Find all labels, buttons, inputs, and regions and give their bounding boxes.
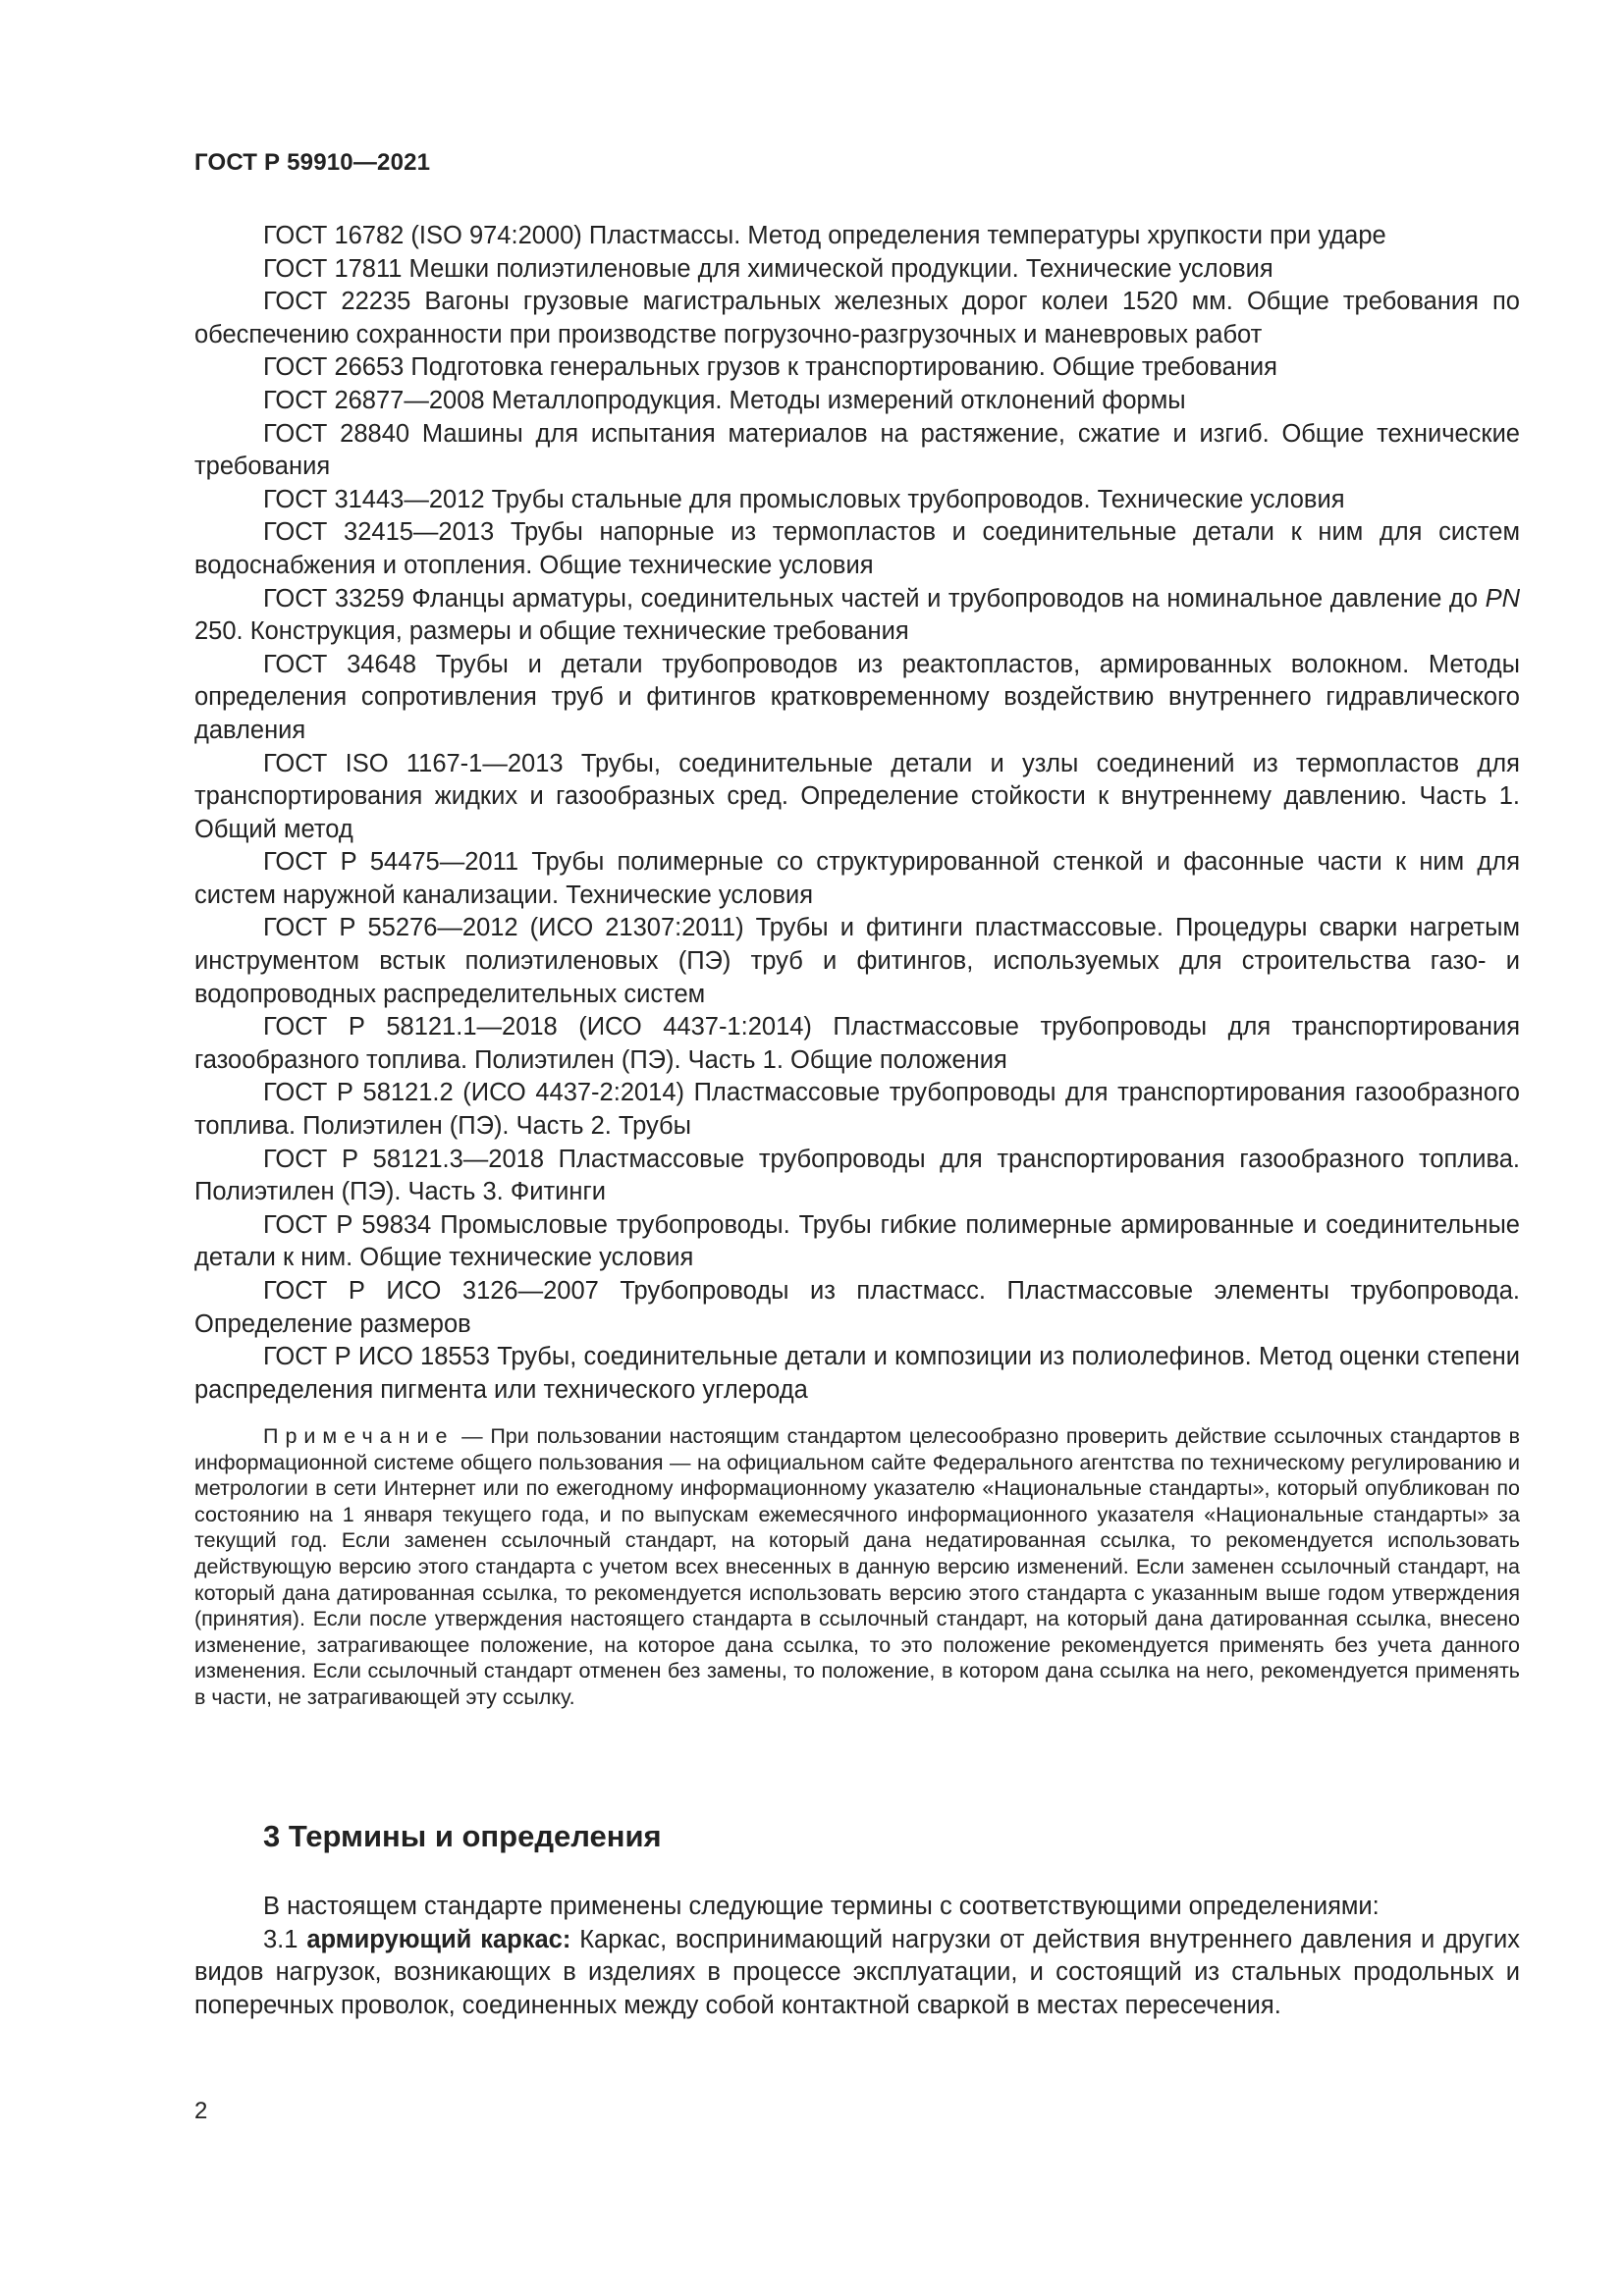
reference-item: ГОСТ 17811 Мешки полиэтиленовые для химической продукции. Технические условия [263, 254, 1273, 283]
reference-item: ГОСТ Р 58121.3—2018 Пластмассовые трубопроводы для транспортирования газообразного топлива. Полиэтилен (ПЭ). Часть 3. Фитинги [194, 1145, 1520, 1206]
term-name: армирующий каркас: [306, 1925, 571, 1953]
reference-item: ГОСТ Р 58121.1—2018 (ИСО 4437-1:2014) Пластмассовые трубопроводы для транспортирования газообразного топлива. Полиэтилен (ПЭ). Часть 1. Общие положения [194, 1013, 1520, 1074]
reference-item: ГОСТ Р 55276—2012 (ИСО 21307:2011) Трубы и фитинги пластмассовые. Процедуры сварки нагретым инструментом встык полиэтиленовых (ПЭ) труб и фитингов, используемых для строительства газо- и водопроводных распределительных систем [194, 914, 1520, 1008]
reference-item: ГОСТ 16782 (ISO 974:2000) Пластмассы. Метод определения температуры хрупкости при ударе [263, 222, 1386, 249]
section-heading: 3 Термины и определения [263, 1819, 662, 1853]
standard-code-header: ГОСТ Р 59910—2021 [194, 149, 431, 176]
reference-item: ГОСТ Р 58121.2 (ИСО 4437-2:2014) Пластмассовые трубопроводы для транспортирования газообразного топлива. Полиэтилен (ПЭ). Часть 2. Трубы [194, 1079, 1520, 1141]
section-body [194, 1891, 1520, 2022]
term-definition-text: Каркас, воспринимающий нагрузки от действия внутреннего давления и других видов нагрузок, возникающих в изделиях в процессе эксплуатации, и состоящий из стальных продольных и поперечных проволок, соединенных между собой контактной сваркой в местах пересечения. [194, 1925, 1520, 2019]
reference-item: ГОСТ 33259 Фланцы арматуры, соединительных частей и трубопроводов на номинальное давление до PN 250. Конструкция, размеры и общие технические требования [194, 584, 1520, 646]
reference-item: ГОСТ 31443—2012 Трубы стальные для промысловых трубопроводов. Технические условия [263, 485, 1345, 513]
reference-item: ГОСТ Р ИСО 18553 Трубы, соединительные детали и композиции из полиолефинов. Метод оценки степени распределения пигмента или технического углерода [194, 1343, 1520, 1404]
reference-item: ГОСТ 26877—2008 Металлопродукция. Методы измерений отклонений формы [263, 386, 1186, 414]
reference-item: ГОСТ 34648 Трубы и детали трубопроводов из реактопластов, армированных волокном. Методы определения сопротивления труб и фитингов кратковременному воздействию внутреннего гидравлического давления [194, 650, 1520, 744]
reference-item: ГОСТ Р 54475—2011 Трубы полимерные со структурированной стенкой и фасонные части к ним для систем наружной канализации. Технические условия [194, 848, 1520, 909]
term-number: 3.1 [263, 1925, 307, 1953]
reference-item: ГОСТ Р ИСО 3126—2007 Трубопроводы из пластмасс. Пластмассовые элементы трубопровода. Определение размеров [194, 1277, 1520, 1338]
note-text: — При пользовании настоящим стандартом целесообразно проверить действие ссылочных стандартов в информационной системе общего пользования — на официальном сайте Федерального агентства по техническому регулированию и метрологии в сети Интернет или по ежегодному информационному указателю «Национальные стандарты», который опубликован по состоянию на 1 января текущего года, и по выпускам ежемесячного информационного указателя «Национальные стандарты» за текущий год. Если заменен ссылочный стандарт, на который дана недатированная ссылка, то рекомендуется использовать действующую версию этого стандарта с учетом всех внесенных в данную версию изменений. Если заменен ссылочный стандарт, на который дана датированная ссылка, то рекомендуется использовать версию этого стандарта с указанным выше годом утверждения (принятия). Если после утверждения настоящего стандарта в ссылочный стандарт, на который дана датированная ссылка, внесено изменение, затрагивающее положение, на которое дана ссылка, то это положение рекомендуется применять без учета данного изменения. Если ссылочный стандарт отменен без замены, то положение, в котором дана ссылка на него, рекомендуется применять в части, не затрагивающей эту ссылку. [194, 1424, 1520, 1709]
term-definition [194, 1924, 1520, 2023]
note-label: Примечание [263, 1424, 455, 1448]
reference-item: ГОСТ Р 59834 Промысловые трубопроводы. Трубы гибкие полимерные армированные и соединительные детали к ним. Общие технические условия [194, 1210, 1520, 1272]
reference-item: ГОСТ 22235 Вагоны грузовые магистральных железных дорог колеи 1520 мм. Общие требования по обеспечению сохранности при производстве погрузочно-разгрузочных и маневровых работ [194, 288, 1520, 348]
reference-item: ГОСТ 28840 Машины для испытания материалов на растяжение, сжатие и изгиб. Общие технические требования [194, 419, 1520, 481]
reference-item: ГОСТ 32415—2013 Трубы напорные из термопластов и соединительные детали к ним для систем водоснабжения и отопления. Общие технические условия [194, 518, 1520, 579]
reference-item: ГОСТ ISO 1167-1—2013 Трубы, соединительные детали и узлы соединений из термопластов для транспортирования жидких и газообразных сред. Определение стойкости к внутреннему давлению. Часть 1. Общий метод [194, 749, 1520, 843]
reference-item: ГОСТ 26653 Подготовка генеральных грузов к транспортированию. Общие требования [263, 353, 1277, 382]
normative-references-list [194, 220, 1520, 1407]
section-intro: В настоящем стандарте применены следующие термины с соответствующими определениями: [263, 1893, 1380, 1920]
page-number: 2 [194, 2098, 208, 2124]
note-block [194, 1423, 1520, 1711]
